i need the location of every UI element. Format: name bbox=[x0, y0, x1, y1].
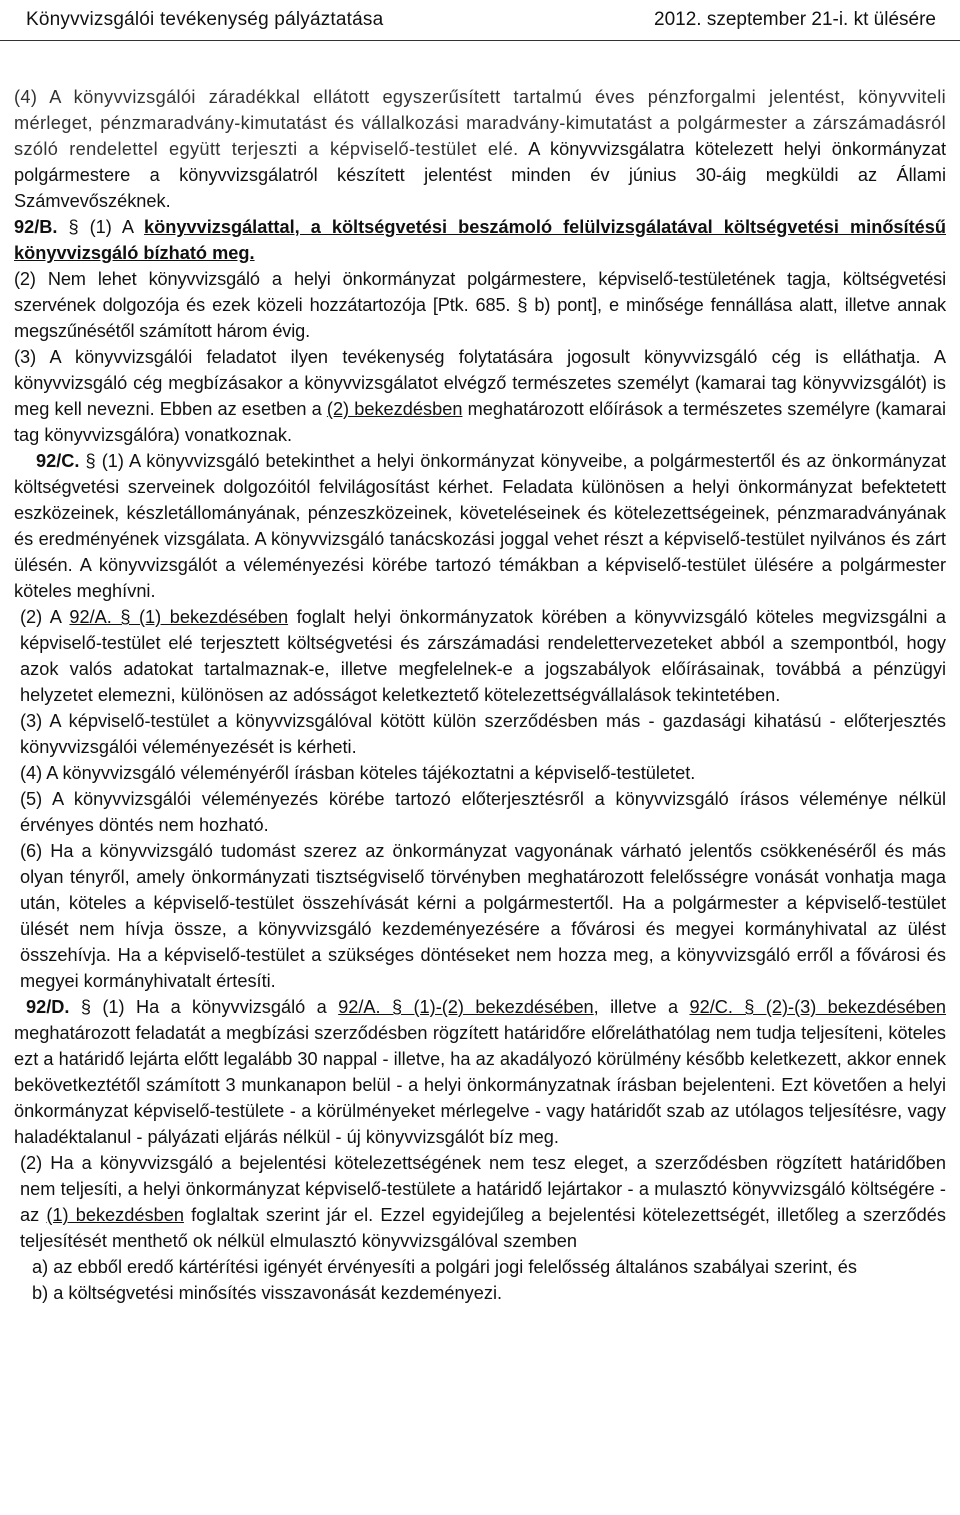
section-92b-2 bbox=[14, 266, 946, 344]
section-92c-1 bbox=[14, 448, 946, 604]
section-92c-6: (6) Ha a könyvvizsgáló tudomást szerez az önkormányzat vagyonának várható jelentős csökkenéséről és más olyan tényről, amely önkormányzati tisztségviselő törvényben meghatározott felelősségre vonását vonhatja maga után, köteles a képviselő-testület összehívását kérni a polgármestertől. Ha a polgármester a képviselő-testület ülését nem hívja össze, a könyvvizsgáló kezdeményezésére a fővárosi és megyei kormányhivatal az ülést összehívja. Ha a képviselő-testület a szükséges döntéseket nem hozza meg, a könyvvizsgáló erről a fővárosi és megyei kormányhivatalt értesíti. bbox=[20, 841, 946, 991]
section-92d-2 bbox=[14, 1150, 946, 1254]
section-92d-2-item-b: b) a költségvetési minősítés visszavonását kezdeményezi. bbox=[32, 1283, 503, 1303]
section-92c-5: (5) A könyvvizsgálói véleményezés körébe tartozó előterjesztésről a könyvvizsgáló írásos véleménye nélkül érvényes döntés nem hozható. bbox=[20, 789, 946, 835]
section-92d-2-reference-link[interactable]: (1) bekezdésben bbox=[46, 1205, 184, 1225]
section-92d-2-text-a: (2) Ha a könyvvizsgáló a bejelentési kötelezettségének nem tesz eleget, a szerződésben rögzített határidőben nem teljesíti, a helyi önkormányzat képviselő-testülete a határidő lejártakor - a mulasztó könyvvizsgáló költségére - az bbox=[20, 1153, 946, 1225]
section-92b-2-text-a: (2) Nem lehet könyvvizsgáló a helyi önkormányzat polgármestere, képviselő-testületének tagja, költségvetési szervének dolgozója és ezek közeli hozzátartozója [Ptk. 685. bbox=[14, 269, 946, 315]
section-92b-3-text-a: (3) A könyvvizsgálói feladatot ilyen tevékenység folytatására jogosult könyvvizsgáló cég is elláthatja. A könyvvizsgáló cég megbízásakor a könyvvizsgálatot elvégző természetes személyt (kamarai tag könyvvizsgálót) is meg kell nevezni. Ebben az esetben a bbox=[14, 347, 946, 419]
section-92d-1-reference-link-1[interactable]: 92/A. § (1)-(2) bekezdésében bbox=[338, 997, 594, 1017]
paragraph-4-text-b: A könyvvizsgálatra kötelezett helyi önkormányzat polgármestere a könyvvizsgálatról készített jelentést minden év június 30-áig megküldi az Állami Számvevőszéknek. bbox=[14, 139, 946, 211]
section-92d-2-text-b: foglaltak szerint jár el. Ezzel egyidejűleg a bejelentési kötelezettségét, illetőleg a szerződés teljesítését menthető ok nélkül elmulasztó könyvvizsgálóval szemben bbox=[20, 1205, 947, 1251]
paragraph-4 bbox=[14, 84, 946, 214]
section-92c-1-text: § (1) A könyvvizsgáló betekinthet a helyi önkormányzat könyveibe, a polgármestertől és az önkormányzat költségvetési szerveinek dolgozóitól felvilágosítást kérhet. Feladata különösen a helyi önkormányzat befektetett eszközeinek, készletállományának, pénzeszközeinek, követeléseinek és kötelezettségeinek, pénzmaradványának és eredményének vizsgálata. A könyvvizsgáló tanácskozási joggal vehet részt a képviselő-testület nyilvános és zárt ülésén. A könyvvizsgálót a véleményezési körébe tartozó témákban a képviselő-testület ülésére a polgármester köteles meghívni. bbox=[14, 451, 946, 601]
section-92b-3 bbox=[14, 344, 946, 448]
section-92d-1 bbox=[14, 994, 946, 1150]
section-92c-2-text-a: (2) A bbox=[20, 607, 70, 627]
document-date: 2012. szeptember 21-i. kt ülésére bbox=[654, 9, 936, 30]
section-92c-2 bbox=[14, 604, 946, 708]
section-92d-1-text-c: meghatározott feladatát a megbízási szerződésben rögzített határidőre előreláthatólag nem tudja teljesíteni, köteles ezt a határidő lejárta előtt legalább 30 nappal - illetve, ha az akadályozó körülmény később keletkezett, akkor ennek bekövetkeztétől számított 3 munkanapon belül - a helyi önkormányzatnak írásban bejelenteni. Ezt követően a helyi önkormányzat képviselő-testülete - a körülményeket mérlegelve - vagy határidőt szab az utólagos teljesítésre, vagy haladéktalanul - pályázati eljárás nélkül - új könyvvizsgálót bíz meg. bbox=[14, 1023, 946, 1147]
section-92c-3: (3) A képviselő-testület a könyvvizsgálóval kötött külön szerződésben más - gazdasági kihatású - előterjesztés könyvvizsgálói véleményezését is kérheti. bbox=[20, 711, 946, 757]
section-92c-2-reference-link[interactable]: 92/A. § (1) bekezdésében bbox=[69, 607, 289, 627]
section-92c-4: (4) A könyvvizsgáló véleményéről írásban köteles tájékoztatni a képviselő-testületet. bbox=[20, 763, 696, 783]
section-92d-2-item-a: a) az ebből eredő kártérítési igényét érvényesíti a polgári jogi felelősség általános szabályai szerint, és bbox=[32, 1257, 857, 1277]
paragraph-4-text-a: (4) A könyvvizsgálói záradékkal ellátott egyszerűsített tartalmú éves pénzforgalmi jelentést, könyvviteli mérleget, pénzmaradvány-kimutatást és vállalkozási maradvány-kimutatást a polgármester a zárszámadásról szóló rendelettel együtt terjeszti a képviselő-testület elé. bbox=[14, 87, 946, 159]
document-title: Könyvvizsgálói tevékenység pályáztatása bbox=[26, 9, 384, 30]
section-92b-3-text-b: meghatározott előírások a természetes személyre (kamarai tag könyvvizsgálóra) vonatkoznak. bbox=[14, 399, 947, 445]
page-header bbox=[0, 0, 960, 41]
section-92d-number: 92/D. bbox=[26, 997, 70, 1017]
section-92d-1-reference-link-2[interactable]: 92/C. § (2)-(3) bekezdésében bbox=[689, 997, 947, 1017]
section-92d-1-text-a: § (1) Ha a könyvvizsgáló a bbox=[69, 997, 339, 1017]
section-92b-1 bbox=[14, 214, 946, 266]
section-92b-2-text-b: § b) pont], e minősége fennállása alatt, illetve annak megszűnésétől számított három évig. bbox=[14, 295, 946, 341]
section-92b-number: 92/B. bbox=[14, 217, 58, 237]
section-92b-title: könyvvizsgálattal, a költségvetési beszámoló felülvizsgálatával költségvetési minősítésű könyvvizsgáló bízható meg. bbox=[14, 217, 946, 263]
document-body bbox=[14, 84, 946, 1306]
section-92b-3-reference-link[interactable]: (2) bekezdésben bbox=[326, 399, 463, 419]
section-92b-intro: § (1) A bbox=[57, 217, 145, 237]
section-92d-1-text-b: , illetve a bbox=[593, 997, 690, 1017]
section-92c-number: 92/C. bbox=[36, 451, 80, 471]
section-92c-2-text-b: foglalt helyi önkormányzatok körében a könyvvizsgáló köteles megvizsgálni a képviselő-testület elé terjesztett költségvetési és zárszámadási rendelettervezeteket abból a szempontból, hogy azok valós adatokat tartalmaznak-e, illetve megfelelnek-e a jogszabályok előírásainak, továbbá a pénzügyi helyzetet elemezni, különösen az adósságot keletkeztető kötelezettségvállalások tekintetében. bbox=[20, 607, 946, 705]
